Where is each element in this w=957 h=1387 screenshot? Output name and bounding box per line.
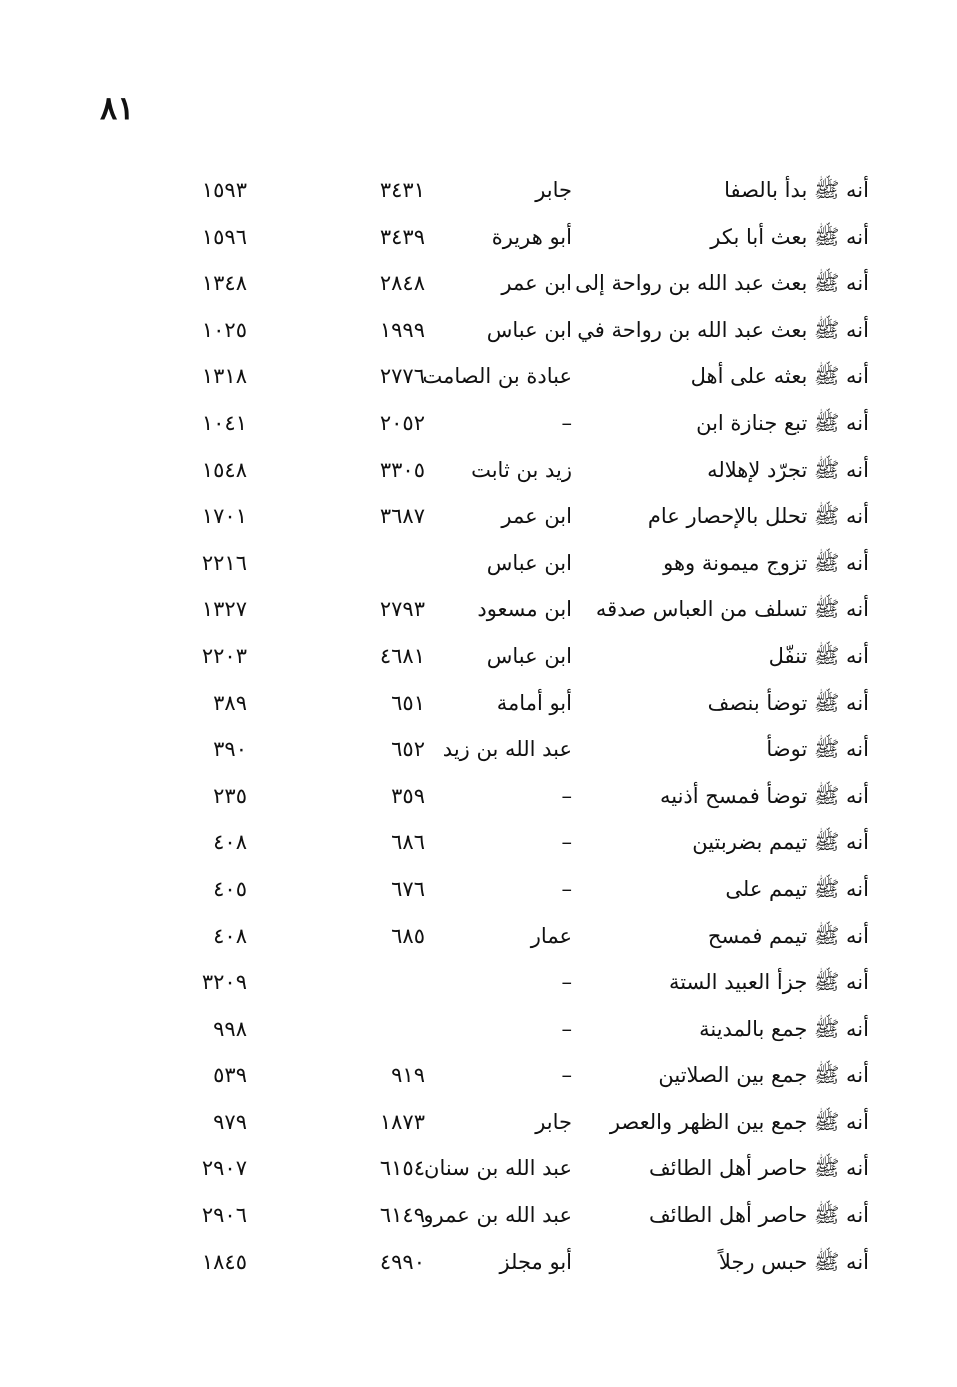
index-row [0, 403, 957, 450]
page-reference: ١٥٩٣ [201, 178, 247, 202]
narrator: عبد الله بن زيد [442, 737, 572, 762]
hadith-number: ٩١٩ [391, 1063, 425, 1088]
narrator: ابن عمر [501, 504, 572, 529]
index-row [0, 217, 957, 264]
page-reference: ٩٧٩ [213, 1109, 247, 1134]
index-row [0, 263, 957, 310]
hadith-number: ٢٧٧٦ [379, 364, 425, 389]
page-reference: ٤٠٥ [213, 876, 247, 901]
hadith-number: ٢٧٩٣ [379, 597, 425, 622]
index-row [0, 1148, 957, 1195]
hadith-number: ٦١٥٤ [379, 1156, 425, 1181]
index-row [0, 170, 957, 217]
index-row [0, 869, 957, 916]
page-reference: ٢٢٠٣ [201, 643, 247, 668]
page-reference: ١٧٠١ [201, 504, 247, 529]
narrator: جابر [535, 178, 572, 202]
hadith-number: ٤٦٨١ [379, 643, 425, 668]
narrator: – [561, 830, 572, 855]
page-number: ٨١ [100, 89, 135, 127]
narrator: عبد الله بن عمرو [423, 1203, 572, 1228]
index-row [0, 496, 957, 543]
hadith-number: ٦٨٦ [391, 830, 425, 855]
hadith-text: أنه ﷺ تيمم بضربتين [692, 830, 869, 855]
index-row [0, 683, 957, 730]
page-reference: ٢٩٠٦ [201, 1203, 247, 1228]
hadith-number: ٦٥١ [391, 690, 425, 715]
hadith-text: أنه ﷺ بعث عبد الله بن رواحة إلى [575, 271, 869, 296]
narrator: زيد بن ثابت [471, 457, 572, 482]
narrator: عبد الله بن سنان [424, 1156, 572, 1181]
hadith-text: أنه ﷺ تبع جنازة ابن [696, 410, 869, 435]
index-row [0, 1055, 957, 1102]
page-reference: ١٣١٨ [201, 364, 247, 389]
narrator: ابن مسعود [477, 597, 572, 622]
hadith-text: أنه ﷺ جمع بالمدينة [699, 1016, 869, 1041]
page-reference: ٤٠٨ [213, 830, 247, 855]
page-reference: ٥٣٩ [213, 1063, 247, 1088]
page-reference: ٢٢١٦ [201, 550, 247, 575]
page-reference: ٣٩٠ [213, 737, 247, 762]
hadith-text: أنه ﷺ توضأ فمسح أذنيه [659, 783, 869, 808]
hadith-text: أنه ﷺ جمع بين الصلاتين [658, 1063, 869, 1088]
hadith-text: أنه ﷺ حاصر أهل الطائف [648, 1156, 869, 1181]
page-reference: ١٥٩٦ [201, 224, 247, 249]
hadith-number: ١٩٩٩ [379, 317, 425, 342]
hadith-number: ٣٥٩ [391, 783, 425, 808]
page-reference: ٢٩٠٧ [201, 1156, 247, 1181]
page-reference: ١٠٢٥ [201, 317, 247, 342]
index-row [0, 543, 957, 590]
index-row [0, 636, 957, 683]
index-row [0, 962, 957, 1009]
page-reference: ١٠٤١ [201, 410, 247, 435]
narrator: ابن عباس [486, 317, 572, 342]
narrator: أبو هريرة [491, 224, 572, 249]
narrator: – [561, 876, 572, 901]
index-row [0, 776, 957, 823]
narrator: جابر [535, 1109, 572, 1134]
narrator: ابن عباس [486, 643, 572, 668]
narrator: عبادة بن الصامت [422, 364, 572, 389]
hadith-number: ٤٩٩٠ [379, 1249, 425, 1274]
hadith-number: ٦١٤٩ [379, 1203, 425, 1228]
page-reference: ١٣٤٨ [201, 271, 247, 296]
hadith-text: أنه ﷺ تزوج ميمونة وهو [663, 550, 869, 575]
hadith-number: ٦٥٢ [391, 737, 425, 762]
hadith-number: ٣٤٣٩ [379, 224, 425, 249]
hadith-number: ٦٧٦ [391, 876, 425, 901]
index-row [0, 450, 957, 497]
hadith-number: ٣٤٣١ [379, 178, 425, 202]
index-row [0, 310, 957, 357]
hadith-number: ١٨٧٣ [379, 1109, 425, 1134]
hadith-text: أنه ﷺ تيمم على [725, 876, 869, 901]
hadith-number: ٢٠٥٢ [379, 410, 425, 435]
hadith-text: أنه ﷺ بدأ بالصفا [724, 178, 869, 202]
narrator: – [561, 970, 572, 995]
hadith-text: أنه ﷺ حاصر أهل الطائف [648, 1203, 869, 1228]
hadith-number: ٣٣٠٥ [379, 457, 425, 482]
index-row [0, 729, 957, 776]
index-row [0, 1195, 957, 1242]
hadith-number: ٦٨٥ [391, 923, 425, 948]
hadith-text: أنه ﷺ بعثه على أهل [690, 364, 869, 389]
narrator: – [561, 410, 572, 435]
narrator: – [561, 783, 572, 808]
hadith-text: أنه ﷺ تيمم فمسح [707, 923, 869, 948]
index-row [0, 916, 957, 963]
narrator: ابن عباس [486, 550, 572, 575]
page-reference: ٣٨٩ [213, 690, 247, 715]
hadith-text: أنه ﷺ بعث عبد الله بن رواحة في [577, 317, 869, 342]
index-row [0, 356, 957, 403]
page-reference: ٩٩٨ [213, 1016, 247, 1041]
hadith-index-table [0, 170, 957, 1288]
index-row [0, 1009, 957, 1056]
hadith-text: أنه ﷺ توضأ بنصف [707, 690, 869, 715]
hadith-text: أنه ﷺ حبس رجلاً [718, 1249, 869, 1274]
hadith-text: أنه ﷺ بعث أبا بكر [710, 224, 869, 249]
hadith-number: ٢٨٤٨ [379, 271, 425, 296]
page-reference: ٢٣٥ [213, 783, 247, 808]
narrator: ابن عمر [501, 271, 572, 296]
index-row [0, 1102, 957, 1149]
hadith-text: أنه ﷺ جزأ العبيد الستة [668, 970, 869, 995]
page-reference: ٣٢٠٩ [201, 970, 247, 995]
page-reference: ٤٠٨ [213, 923, 247, 948]
hadith-text: أنه ﷺ تحلل بالإحصار عام [647, 504, 869, 529]
page-reference: ١٣٢٧ [201, 597, 247, 622]
hadith-text: أنه ﷺ توضأ [766, 737, 869, 762]
index-row [0, 589, 957, 636]
narrator: – [561, 1063, 572, 1088]
narrator: – [561, 1016, 572, 1041]
hadith-text: أنه ﷺ تجرّد لإهلاله [707, 457, 869, 482]
narrator: أبو أمامة [496, 690, 572, 715]
narrator: أبو مجلز [499, 1249, 572, 1274]
page-reference: ١٨٤٥ [201, 1249, 247, 1274]
index-row [0, 1242, 957, 1289]
hadith-text: أنه ﷺ جمع بين الظهر والعصر [609, 1109, 869, 1134]
hadith-number: ٣٦٨٧ [379, 504, 425, 529]
index-row [0, 822, 957, 869]
page-reference: ١٥٤٨ [201, 457, 247, 482]
hadith-text: أنه ﷺ تنفّل [768, 643, 869, 668]
narrator: عمار [530, 923, 572, 948]
hadith-text: أنه ﷺ تسلف من العباس صدقه [595, 597, 869, 622]
